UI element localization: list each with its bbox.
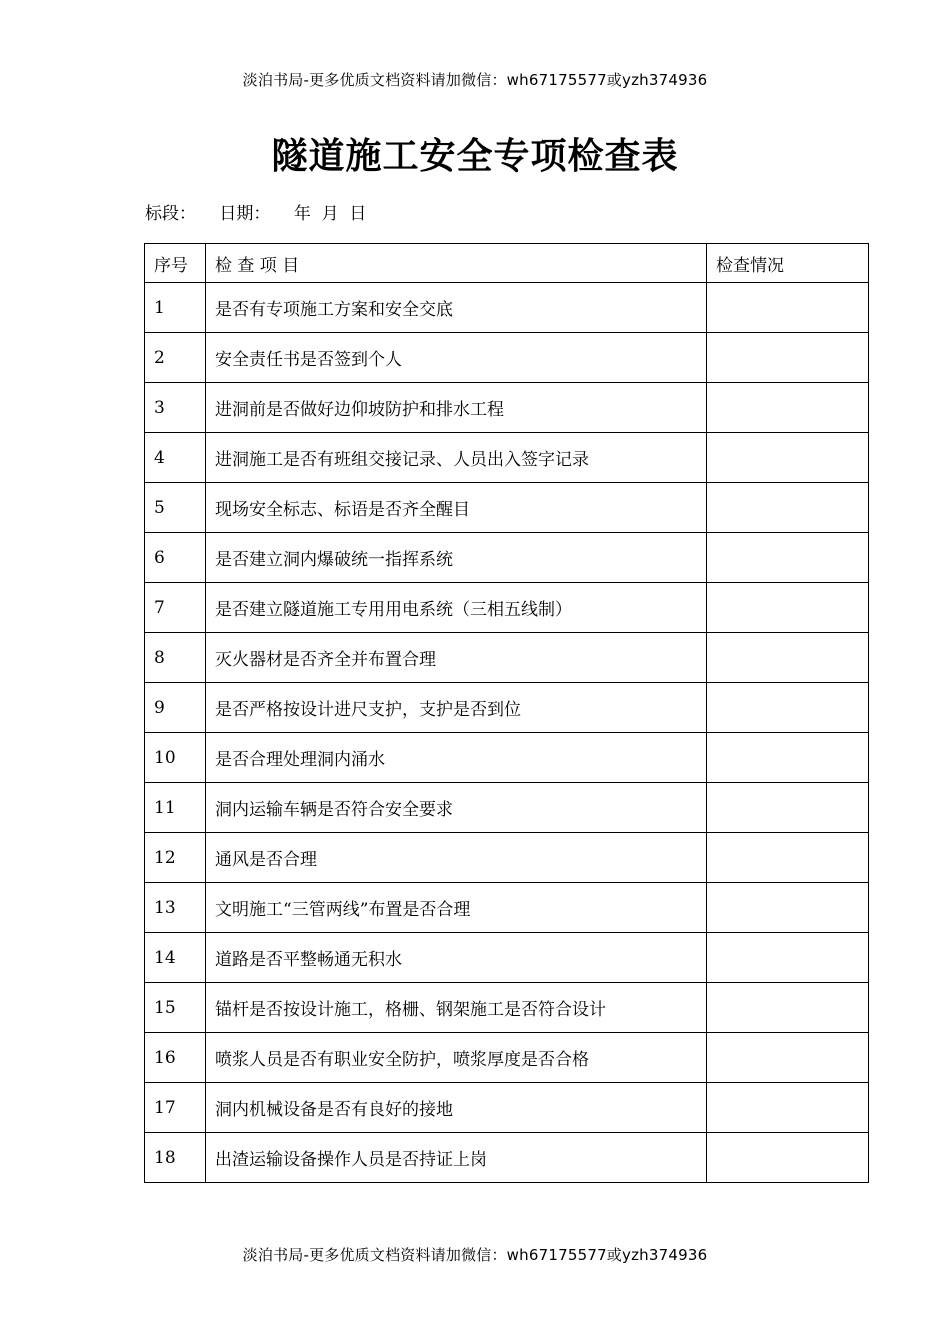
table-row xyxy=(145,1083,869,1133)
row-status xyxy=(707,333,869,383)
row-item: 洞内机械设备是否有良好的接地 xyxy=(206,1083,707,1133)
row-no: 16 xyxy=(145,1033,206,1083)
row-status xyxy=(707,683,869,733)
table-row xyxy=(145,883,869,933)
row-status xyxy=(707,283,869,333)
row-item: 是否合理处理洞内涌水 xyxy=(206,733,707,783)
row-no: 18 xyxy=(145,1133,206,1183)
row-no: 13 xyxy=(145,883,206,933)
table-row xyxy=(145,683,869,733)
row-no: 9 xyxy=(145,683,206,733)
meta-line xyxy=(145,199,366,224)
row-no: 10 xyxy=(145,733,206,783)
date-parts: 年 月 日 xyxy=(293,204,367,224)
row-item: 灭火器材是否齐全并布置合理 xyxy=(206,633,707,683)
row-item: 是否建立隧道施工专用用电系统（三相五线制） xyxy=(206,583,707,633)
row-item: 锚杆是否按设计施工，格栅、钢架施工是否符合设计 xyxy=(206,983,707,1033)
row-no: 2 xyxy=(145,333,206,383)
table-row xyxy=(145,1133,869,1183)
header-item: 检 查 项 目 xyxy=(206,244,707,283)
row-item: 道路是否平整畅通无积水 xyxy=(206,933,707,983)
table-row xyxy=(145,633,869,683)
row-no: 8 xyxy=(145,633,206,683)
header-no: 序号 xyxy=(145,244,206,283)
row-item: 文明施工“三管两线”布置是否合理 xyxy=(206,883,707,933)
table-row xyxy=(145,533,869,583)
row-item: 洞内运输车辆是否符合安全要求 xyxy=(206,783,707,833)
row-status xyxy=(707,483,869,533)
section-label: 标段： xyxy=(145,204,196,224)
row-item: 是否严格按设计进尺支护，支护是否到位 xyxy=(206,683,707,733)
table-row xyxy=(145,933,869,983)
row-item: 喷浆人员是否有职业安全防护，喷浆厚度是否合格 xyxy=(206,1033,707,1083)
row-item: 出渣运输设备操作人员是否持证上岗 xyxy=(206,1133,707,1183)
row-status xyxy=(707,633,869,683)
row-status xyxy=(707,833,869,883)
row-no: 6 xyxy=(145,533,206,583)
row-status xyxy=(707,733,869,783)
table-row xyxy=(145,383,869,433)
table-row xyxy=(145,483,869,533)
row-item: 是否建立洞内爆破统一指挥系统 xyxy=(206,533,707,583)
row-no: 17 xyxy=(145,1083,206,1133)
row-no: 3 xyxy=(145,383,206,433)
row-status xyxy=(707,1133,869,1183)
table-row xyxy=(145,833,869,883)
table-row xyxy=(145,433,869,483)
row-no: 5 xyxy=(145,483,206,533)
table-row xyxy=(145,1033,869,1083)
row-item: 通风是否合理 xyxy=(206,833,707,883)
row-no: 14 xyxy=(145,933,206,983)
table-header-row xyxy=(145,244,869,283)
row-status xyxy=(707,933,869,983)
row-no: 1 xyxy=(145,283,206,333)
header-banner: 淡泊书局-更多优质文档资料请加微信：wh67175577或yzh374936 xyxy=(242,71,708,89)
row-status xyxy=(707,983,869,1033)
row-status xyxy=(707,1033,869,1083)
row-status xyxy=(707,1083,869,1133)
row-item: 进洞施工是否有班组交接记录、人员出入签字记录 xyxy=(206,433,707,483)
row-status xyxy=(707,383,869,433)
row-status xyxy=(707,433,869,483)
table-row xyxy=(145,983,869,1033)
row-status xyxy=(707,533,869,583)
row-status xyxy=(707,583,869,633)
row-item: 进洞前是否做好边仰坡防护和排水工程 xyxy=(206,383,707,433)
row-item: 现场安全标志、标语是否齐全醒目 xyxy=(206,483,707,533)
page-title: 隧道施工安全专项检查表 xyxy=(271,136,679,177)
row-no: 4 xyxy=(145,433,206,483)
table-row xyxy=(145,733,869,783)
table-row xyxy=(145,783,869,833)
table-row xyxy=(145,283,869,333)
row-item: 是否有专项施工方案和安全交底 xyxy=(206,283,707,333)
header-status: 检查情况 xyxy=(707,244,869,283)
row-no: 11 xyxy=(145,783,206,833)
row-no: 12 xyxy=(145,833,206,883)
table-row xyxy=(145,583,869,633)
row-status xyxy=(707,883,869,933)
row-no: 15 xyxy=(145,983,206,1033)
row-no: 7 xyxy=(145,583,206,633)
row-item: 安全责任书是否签到个人 xyxy=(206,333,707,383)
inspection-table xyxy=(144,243,869,1183)
footer-banner: 淡泊书局-更多优质文档资料请加微信：wh67175577或yzh374936 xyxy=(242,1246,708,1264)
date-label: 日期： xyxy=(219,204,271,224)
row-status xyxy=(707,783,869,833)
table-row xyxy=(145,333,869,383)
